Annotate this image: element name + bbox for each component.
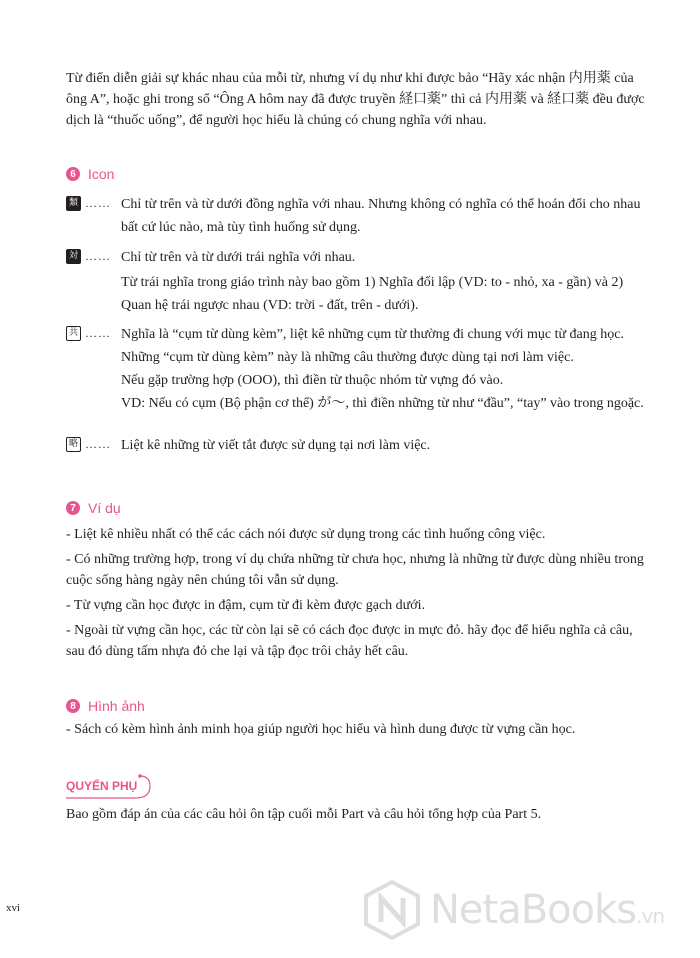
icon-description: Chỉ từ trên và từ dưới đồng nghĩa với nhau. Nhưng không có nghĩa có thể hoán đổi cho nhau bất cứ lúc nào, mà tùy tình huống sử dụng. — [121, 197, 641, 235]
icon-description: Chỉ từ trên và từ dưới trái nghĩa với nhau. — [121, 250, 356, 265]
intro-paragraph: Từ điển diễn giải sự khác nhau của mỗi từ, nhưng ví dụ như khi được bảo “Hãy xác nhận 内用薬 của ông A”, hoặc ghi trong sổ “Ông A hôm nay đã được truyền 経口薬” thì cả 内用薬 và 経口薬 đều được dịch là “thuốc uống”, để người học hiểu là chúng có chung nghĩa với nhau. — [66, 71, 645, 128]
icon-item-antonym — [66, 246, 649, 317]
section-title: Ví dụ — [88, 500, 121, 516]
quyen-phu-heading — [66, 774, 166, 802]
watermark-suffix: .vn — [636, 904, 664, 928]
leader-dots: …… — [85, 196, 111, 210]
section-title: Hình ảnh — [88, 698, 145, 714]
icon-description: Liệt kê những từ viết tắt được sử dụng tại nơi làm việc. — [121, 438, 431, 453]
page-number: xvi — [6, 902, 21, 914]
section-number-badge: 8 — [66, 699, 80, 713]
leader-dots: …… — [85, 437, 111, 451]
icon-description: Từ trái nghĩa trong giáo trình này bao gồm 1) Nghĩa đối lập (VD: to - nhỏ, xa - gần) và 2) Quan hệ trái ngược nhau (VD: trời - đất, trên - dưới). — [121, 275, 624, 313]
example-list — [66, 524, 646, 666]
icon-description: Nghĩa là “cụm từ dùng kèm”, liệt kê những cụm từ thường đi chung với mục từ đang học. — [121, 327, 624, 342]
icon-item-abbreviation — [66, 434, 649, 457]
quyen-phu-label: QUYỂN PHỤ — [66, 779, 138, 793]
list-item: - Liệt kê nhiều nhất có thể các cách nói được sử dụng trong các tình huống công việc. — [66, 527, 546, 542]
image-list — [66, 719, 646, 744]
icon-item-synonym — [66, 193, 649, 239]
list-item: - Sách có kèm hình ảnh minh họa giúp người học hiểu và hình dung được từ vựng cần học. — [66, 722, 576, 737]
section-title: Icon — [88, 166, 115, 182]
icon-description: Những “cụm từ dùng kèm” này là những câu thường được dùng tại nơi làm việc. — [121, 350, 574, 365]
watermark-text — [430, 887, 664, 933]
section-icon-heading — [66, 166, 114, 182]
watermark-brand: NetaBooks — [430, 887, 637, 933]
collocation-icon: 共 — [66, 326, 81, 341]
leader-dots: …… — [85, 249, 111, 263]
list-item: - Ngoài từ vựng cần học, các từ còn lại sẽ có cách đọc được in mực đỏ. hãy đọc để hiểu nghĩa cả câu, sau đó dùng tấm nhựa đỏ che lại và tập đọc trôi chảy hết câu. — [66, 623, 633, 659]
swoosh-underline-icon — [66, 774, 166, 802]
watermark — [362, 880, 664, 940]
netabooks-logo-icon — [362, 880, 422, 940]
abbreviation-icon: 略 — [66, 437, 81, 452]
synonym-icon: 類 — [66, 196, 81, 211]
icon-description: VD: Nếu có cụm (Bộ phận cơ thể) が〜, thì điền những từ như “đầu”, “tay” vào trong ngoặc. — [121, 396, 644, 411]
quyen-phu-text: Bao gồm đáp án của các câu hỏi ôn tập cuối mỗi Part và câu hỏi tổng hợp của Part 5. — [66, 807, 542, 822]
leader-dots: …… — [85, 326, 111, 340]
icon-item-collocation — [66, 323, 649, 415]
antonym-icon: 対 — [66, 249, 81, 264]
section-image-heading — [66, 698, 145, 714]
list-item: - Từ vựng cần học được in đậm, cụm từ đi kèm được gạch dưới. — [66, 598, 426, 613]
section-number-badge: 6 — [66, 167, 80, 181]
list-item: - Có những trường hợp, trong ví dụ chứa những từ chưa học, nhưng là những từ được dùng nhiều trong cuộc sống hàng ngày nên chúng tôi vẫn sử dụng. — [66, 552, 644, 588]
icon-description: Nếu gặp trường hợp (OOO), thì điền từ thuộc nhóm từ vựng đó vào. — [121, 373, 504, 388]
section-example-heading — [66, 500, 121, 516]
section-number-badge: 7 — [66, 501, 80, 515]
